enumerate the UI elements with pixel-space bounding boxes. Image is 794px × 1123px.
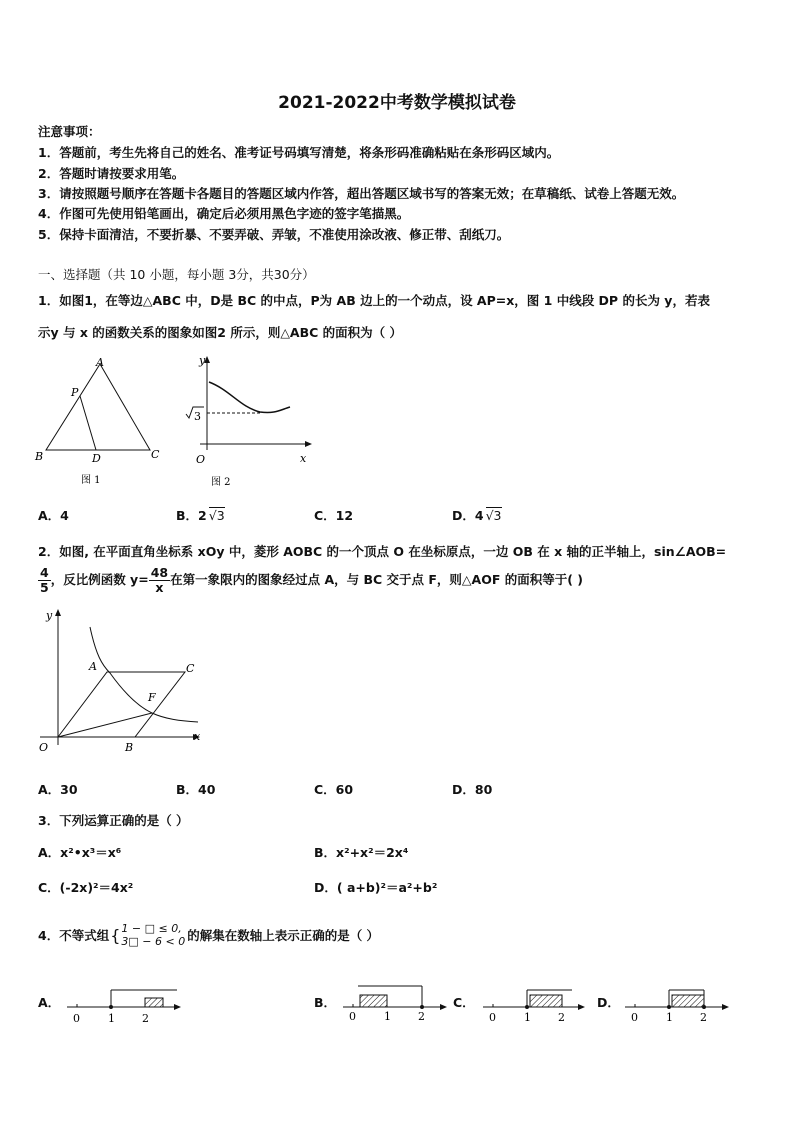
q4-system: 1 − □ ≤ 0, 3□ − 6 < 0 (121, 922, 186, 948)
q4-b-tick-0: 0 (349, 1010, 356, 1023)
q4-option-d[interactable]: D． (597, 995, 620, 1010)
q1-figure1 (30, 352, 170, 487)
q2-fig-label-c: C (186, 662, 195, 675)
q1-fig1-label-b: B (35, 450, 44, 463)
q2-fraction-sin: $\frac{4}{5}$ (40, 565, 49, 595)
notice-item-1: 1．答题前，考生先将自己的姓名、准考证号码填写清楚，将条形码准确粘贴在条形码区域内。 (38, 145, 560, 160)
q4-a-tick-2: 2 (142, 1012, 149, 1025)
q4-numberline-c (478, 980, 590, 1030)
q4-d-tick-2: 2 (700, 1011, 707, 1024)
q1-stem-line2: 示y 与 x 的函数关系的图象如图2 所示，则△ABC 的面积为（ ） (38, 325, 403, 340)
q3-stem: 3．下列运算正确的是（ ） (38, 813, 189, 828)
q4-option-a[interactable]: A． (38, 995, 61, 1010)
q1-fig2-sqrt3: 3 (194, 410, 201, 423)
q4-d-tick-0: 0 (631, 1011, 638, 1024)
q1-stem-line1: 1．如图1，在等边△ABC 中，D是 BC 的中点，P为 AB 边上的一个动点，设 AP=x，图 1 中线段 DP 的长为 y，若表 (38, 293, 710, 308)
q4-d-tick-1: 1 (666, 1011, 673, 1024)
notice-item-4: 4．作图可先使用铅笔画出，确定后必须用黑色字迹的签字笔描黑。 (38, 206, 410, 221)
q1-fig2-caption: 图 2 (211, 477, 231, 488)
q4-a-tick-1: 1 (108, 1012, 115, 1025)
q1-option-b-text: B．2 (176, 508, 207, 523)
q2-figure (30, 605, 210, 765)
q1-figure2 (180, 352, 315, 492)
q1-fig1-label-p: P (71, 386, 79, 399)
q4-b-tick-2: 2 (418, 1010, 425, 1023)
section-heading: 一、选择题（共 10 小题，每小题 3分，共30分） (38, 267, 315, 282)
q4-numberline-b (338, 980, 453, 1030)
q3-option-c[interactable]: C．(-2x)²＝4x² (38, 880, 134, 895)
q4-numberline-d (620, 980, 735, 1030)
q4-numberline-a (62, 980, 187, 1030)
q2-option-a[interactable]: A．30 (38, 782, 78, 797)
q4-b-tick-1: 1 (384, 1010, 391, 1023)
q4-a-tick-0: 0 (73, 1012, 80, 1025)
q2-stem-line2: $\frac{4}{5}$ ，反比例函数 y= $\frac{48}{x}$ 在第一象限内的图象经过点 A，与 BC 交于点 F，则△AOF 的面积等于( ) (40, 565, 583, 595)
q2-option-b[interactable]: B．40 (176, 782, 216, 797)
q1-option-d-radicand: √3 (485, 508, 502, 523)
notice-heading: 注意事项： (38, 124, 101, 139)
q2-fig-origin: O (39, 741, 49, 754)
q4-c-tick-0: 0 (489, 1011, 496, 1024)
q1-option-a[interactable]: A．4 (38, 508, 69, 523)
q2-fig-label-f: F (148, 691, 156, 704)
q4-option-c[interactable]: C． (453, 995, 475, 1010)
q1-fig1-label-a: A (96, 356, 104, 369)
q1-fig2-x-label: x (300, 452, 307, 465)
q2-option-d[interactable]: D．80 (452, 782, 493, 797)
q2-stem-line1: 2．如图, 在平面直角坐标系 xOy 中，菱形 AOBC 的一个顶点 O 在坐标原点，一边 OB 在 x 轴的正半轴上，sin∠AOB= (38, 544, 727, 559)
q3-option-a[interactable]: A．x²•x³＝x⁶ (38, 845, 122, 860)
page-title: 2021-2022中考数学模拟试卷 (278, 93, 516, 113)
q2-fig-label-a: A (89, 660, 97, 673)
q2-option-c[interactable]: C．60 (314, 782, 354, 797)
notice-item-3: 3．请按照题号顺序在答题卡各题目的答题区域内作答，超出答题区域书写的答案无效；在草稿纸、试卷上答题无效。 (38, 186, 685, 201)
q2-fig-label-b: B (125, 741, 134, 754)
q1-fig1-caption: 图 1 (81, 475, 101, 486)
q4-c-tick-1: 1 (524, 1011, 531, 1024)
q1-fig2-y-label: y (199, 354, 206, 367)
q1-option-b-radicand: √3 (208, 508, 225, 523)
q1-option-d[interactable] (452, 506, 502, 524)
q3-option-d[interactable]: D．( a+b)²＝a²+b² (314, 880, 438, 895)
q2-fig-x-label: x (194, 730, 201, 743)
q1-fig1-label-c: C (151, 448, 160, 461)
q4-brace: { (110, 925, 121, 945)
q2-fraction-k: $\frac{48}{x}$ (150, 565, 169, 595)
notice-item-5: 5．保持卡面清洁，不要折暴、不要弄破、弄皱，不准使用涂改液、修正带、刮纸刀。 (38, 227, 510, 242)
q3-option-b[interactable]: B．x²+x²＝2x⁴ (314, 845, 409, 860)
q1-fig1-label-d: D (92, 452, 101, 465)
notice-item-2: 2．答题时请按要求用笔。 (38, 166, 185, 181)
q2-fig-y-label: y (46, 609, 53, 622)
q4-stem: 4．不等式组 { 1 − □ ≤ 0, 3□ − 6 < 0 的解集在数轴上表示正确的是（ ） (38, 922, 380, 948)
q1-option-d-text: D．4 (452, 508, 484, 523)
q4-c-tick-2: 2 (558, 1011, 565, 1024)
q4-option-b[interactable]: B． (314, 995, 337, 1010)
q1-option-c[interactable]: C．12 (314, 508, 354, 523)
q1-fig2-origin: O (196, 453, 206, 466)
q1-option-b[interactable] (176, 506, 225, 524)
